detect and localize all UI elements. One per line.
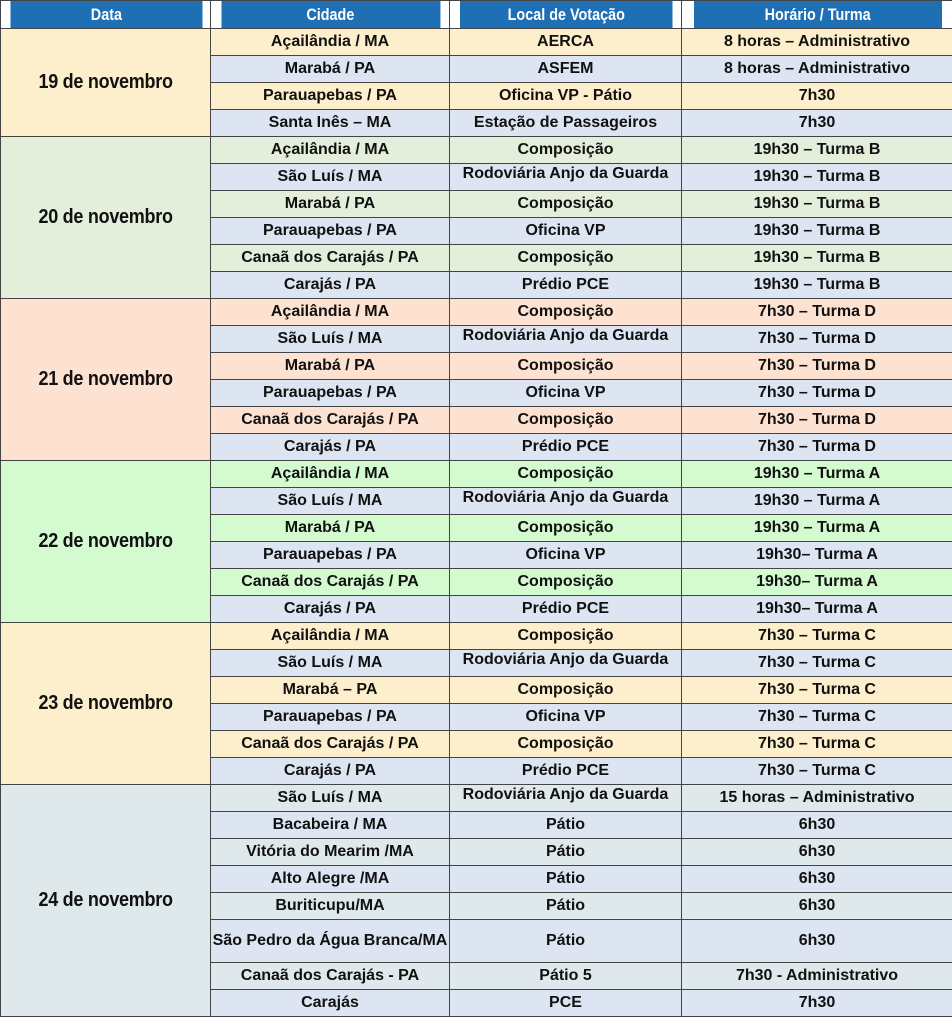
horario-text: 19h30 – Turma B	[753, 141, 881, 158]
local-cell	[450, 110, 682, 137]
horario-cell	[682, 488, 952, 515]
horario-text: 6h30	[798, 897, 836, 914]
local-text: Rodoviária Anjo da Guarda	[462, 489, 669, 506]
cidade-cell	[211, 29, 450, 56]
local-text: Composição	[517, 627, 614, 644]
horario-text: 7h30 – Turma C	[758, 735, 876, 752]
cidade-text: Alto Alegre /MA	[270, 870, 390, 887]
header-data-label: Data	[89, 4, 122, 24]
local-cell	[450, 515, 682, 542]
horario-cell	[682, 245, 952, 272]
cidade-cell	[211, 596, 450, 623]
local-cell	[450, 83, 682, 110]
cidade-cell	[211, 515, 450, 542]
cidade-text: Buriticupu/MA	[275, 897, 385, 914]
cidade-cell	[211, 866, 450, 893]
cidade-text: Carajás	[301, 994, 359, 1011]
horario-cell	[682, 137, 952, 164]
local-cell	[450, 353, 682, 380]
cidade-cell	[211, 990, 450, 1017]
cidade-cell	[211, 110, 450, 137]
cidade-text: Canaã dos Carajás / PA	[241, 411, 419, 428]
local-text: Pátio	[545, 932, 586, 949]
cidade-text: Marabá / PA	[284, 357, 376, 374]
cidade-cell	[211, 434, 450, 461]
horario-text: 7h30 – Turma C	[758, 627, 876, 644]
horario-text: 19h30 – Turma A	[753, 465, 881, 482]
local-cell	[450, 839, 682, 866]
cidade-text: Carajás / PA	[283, 438, 377, 455]
local-text: Oficina VP	[525, 708, 606, 725]
date-label: 23 de novembro	[38, 692, 173, 714]
horario-cell	[682, 758, 952, 785]
cidade-cell	[211, 704, 450, 731]
cidade-text: São Luís / MA	[277, 654, 383, 671]
local-text: Composição	[517, 249, 614, 266]
cidade-text: São Luís / MA	[277, 789, 383, 806]
local-cell	[450, 963, 682, 990]
horario-cell	[682, 110, 952, 137]
date-label: 22 de novembro	[38, 530, 173, 552]
horario-cell	[682, 990, 952, 1017]
horario-text: 19h30– Turma A	[756, 600, 878, 617]
horario-cell	[682, 839, 952, 866]
local-text: Rodoviária Anjo da Guarda	[462, 165, 669, 182]
cidade-text: Açailândia / MA	[270, 465, 390, 482]
local-cell	[450, 137, 682, 164]
local-text: PCE	[549, 994, 582, 1011]
local-text: AERCA	[537, 33, 594, 50]
date-cell	[1, 29, 211, 137]
horario-cell	[682, 191, 952, 218]
horario-text: 7h30 – Turma D	[758, 303, 876, 320]
horario-text: 19h30 – Turma B	[753, 276, 881, 293]
cidade-cell	[211, 56, 450, 83]
date-label: 21 de novembro	[38, 368, 173, 390]
local-cell	[450, 56, 682, 83]
local-cell	[450, 380, 682, 407]
local-text: Composição	[517, 141, 614, 158]
horario-cell	[682, 164, 952, 191]
horario-cell	[682, 893, 952, 920]
date-cell	[1, 299, 211, 461]
cidade-cell	[211, 731, 450, 758]
horario-cell	[682, 920, 952, 963]
horario-cell	[682, 866, 952, 893]
horario-cell	[682, 218, 952, 245]
header-horario-label: Horário / Turma	[763, 4, 871, 24]
horario-text: 7h30 – Turma C	[758, 654, 876, 671]
cidade-text: Açailândia / MA	[270, 33, 390, 50]
horario-cell	[682, 963, 952, 990]
local-cell	[450, 542, 682, 569]
date-label: 24 de novembro	[38, 889, 173, 911]
local-cell	[450, 299, 682, 326]
horario-cell	[682, 650, 952, 677]
horario-cell	[682, 704, 952, 731]
cidade-cell	[211, 299, 450, 326]
cidade-text: Parauapebas / PA	[263, 87, 397, 104]
local-text: Pátio	[545, 870, 586, 887]
local-cell	[450, 596, 682, 623]
horario-text: 19h30 – Turma B	[753, 222, 881, 239]
cidade-cell	[211, 758, 450, 785]
cidade-text: Carajás / PA	[283, 762, 377, 779]
date-label: 19 de novembro	[38, 71, 173, 93]
local-text: Pátio 5	[539, 967, 592, 984]
header-cidade-label: Cidade	[306, 4, 354, 24]
horario-text: 19h30– Turma A	[756, 573, 878, 590]
horario-text: 7h30 – Turma C	[758, 708, 876, 725]
cidade-cell	[211, 353, 450, 380]
horario-text: 7h30 – Turma C	[758, 681, 876, 698]
local-cell	[450, 218, 682, 245]
cidade-text: Carajás / PA	[283, 276, 377, 293]
local-cell	[450, 704, 682, 731]
horario-text: 6h30	[798, 843, 836, 860]
local-cell	[450, 569, 682, 596]
local-text: Pátio	[545, 843, 586, 860]
local-cell	[450, 785, 682, 812]
local-cell	[450, 191, 682, 218]
horario-cell	[682, 623, 952, 650]
horario-text: 15 horas – Administrativo	[719, 789, 915, 806]
header-data	[9, 1, 202, 29]
horario-text: 7h30	[798, 87, 836, 104]
local-text: ASFEM	[537, 60, 594, 77]
local-cell	[450, 164, 682, 191]
table-row	[1, 623, 952, 650]
local-text: Prédio PCE	[521, 438, 610, 455]
cidade-cell	[211, 542, 450, 569]
local-cell	[450, 677, 682, 704]
table-row	[1, 461, 952, 488]
local-cell	[450, 990, 682, 1017]
cidade-text: São Luís / MA	[277, 330, 383, 347]
cidade-text: São Luís / MA	[277, 492, 383, 509]
cidade-cell	[211, 963, 450, 990]
cidade-cell	[211, 920, 450, 963]
local-text: Composição	[517, 735, 614, 752]
cidade-cell	[211, 245, 450, 272]
cidade-cell	[211, 380, 450, 407]
cidade-cell	[211, 569, 450, 596]
horario-text: 19h30 – Turma B	[753, 249, 881, 266]
local-text: Oficina VP	[525, 384, 606, 401]
cidade-text: Parauapebas / PA	[263, 708, 397, 725]
cidade-cell	[211, 623, 450, 650]
header-horario	[692, 1, 941, 29]
cidade-cell	[211, 650, 450, 677]
horario-text: 19h30 – Turma A	[753, 519, 881, 536]
cidade-text: Açailândia / MA	[270, 627, 390, 644]
horario-text: 7h30 – Turma D	[758, 357, 876, 374]
cidade-cell	[211, 83, 450, 110]
cidade-text: Canaã dos Carajás / PA	[241, 573, 419, 590]
horario-cell	[682, 407, 952, 434]
header-row	[1, 1, 952, 29]
date-label: 20 de novembro	[38, 206, 173, 228]
horario-text: 7h30 – Turma D	[758, 438, 876, 455]
horario-text: 7h30 – Turma D	[758, 330, 876, 347]
header-cidade	[220, 1, 440, 29]
local-text: Composição	[517, 411, 614, 428]
cidade-cell	[211, 488, 450, 515]
cidade-text: Canaã dos Carajás - PA	[240, 967, 420, 984]
horario-text: 19h30 – Turma B	[753, 168, 881, 185]
horario-cell	[682, 29, 952, 56]
local-text: Composição	[517, 303, 614, 320]
local-cell	[450, 812, 682, 839]
cidade-cell	[211, 272, 450, 299]
local-cell	[450, 29, 682, 56]
cidade-text: Parauapebas / PA	[263, 384, 397, 401]
horario-cell	[682, 434, 952, 461]
horario-cell	[682, 569, 952, 596]
local-text: Composição	[517, 573, 614, 590]
cidade-text: Marabá / PA	[284, 519, 376, 536]
date-cell	[1, 785, 211, 1017]
horario-text: 19h30– Turma A	[756, 546, 878, 563]
date-cell	[1, 623, 211, 785]
date-cell	[1, 461, 211, 623]
local-text: Composição	[517, 681, 614, 698]
cidade-text: Marabá / PA	[284, 60, 376, 77]
horario-cell	[682, 785, 952, 812]
horario-text: 19h30 – Turma B	[753, 195, 881, 212]
horario-text: 7h30 - Administrativo	[735, 967, 899, 984]
horario-cell	[682, 461, 952, 488]
local-text: Oficina VP - Pátio	[498, 87, 633, 104]
horario-text: 7h30 – Turma D	[758, 411, 876, 428]
date-cell	[1, 137, 211, 299]
local-text: Rodoviária Anjo da Guarda	[462, 327, 669, 344]
cidade-cell	[211, 191, 450, 218]
local-cell	[450, 866, 682, 893]
header-local	[459, 1, 672, 29]
horario-cell	[682, 299, 952, 326]
horario-text: 7h30 – Turma D	[758, 384, 876, 401]
local-cell	[450, 326, 682, 353]
horario-cell	[682, 677, 952, 704]
horario-cell	[682, 812, 952, 839]
horario-text: 7h30 – Turma C	[758, 762, 876, 779]
local-cell	[450, 893, 682, 920]
horario-cell	[682, 326, 952, 353]
horario-text: 7h30	[798, 994, 836, 1011]
table-row	[1, 29, 952, 56]
cidade-cell	[211, 137, 450, 164]
cidade-cell	[211, 893, 450, 920]
table-row	[1, 785, 952, 812]
horario-cell	[682, 353, 952, 380]
cidade-cell	[211, 677, 450, 704]
horario-text: 7h30	[798, 114, 836, 131]
horario-cell	[682, 272, 952, 299]
horario-cell	[682, 731, 952, 758]
table-row	[1, 299, 952, 326]
cidade-cell	[211, 812, 450, 839]
local-cell	[450, 272, 682, 299]
cidade-text: Carajás / PA	[283, 600, 377, 617]
cidade-cell	[211, 218, 450, 245]
horario-cell	[682, 56, 952, 83]
local-cell	[450, 920, 682, 963]
cidade-cell	[211, 785, 450, 812]
cidade-text: Parauapebas / PA	[263, 222, 397, 239]
horario-cell	[682, 596, 952, 623]
horario-text: 8 horas – Administrativo	[723, 33, 911, 50]
schedule-body	[1, 29, 952, 1017]
local-text: Composição	[517, 195, 614, 212]
local-cell	[450, 245, 682, 272]
cidade-text: Bacabeira / MA	[272, 816, 388, 833]
horario-text: 6h30	[798, 870, 836, 887]
local-cell	[450, 650, 682, 677]
local-cell	[450, 623, 682, 650]
horario-text: 19h30 – Turma A	[753, 492, 881, 509]
local-text: Pátio	[545, 816, 586, 833]
local-text: Composição	[517, 519, 614, 536]
local-cell	[450, 731, 682, 758]
local-text: Prédio PCE	[521, 762, 610, 779]
cidade-text: Canaã dos Carajás / PA	[241, 249, 419, 266]
local-cell	[450, 434, 682, 461]
cidade-cell	[211, 839, 450, 866]
local-text: Prédio PCE	[521, 276, 610, 293]
horario-cell	[682, 515, 952, 542]
local-text: Rodoviária Anjo da Guarda	[462, 786, 669, 803]
horario-cell	[682, 542, 952, 569]
local-cell	[450, 758, 682, 785]
local-text: Composição	[517, 357, 614, 374]
local-text: Rodoviária Anjo da Guarda	[462, 651, 669, 668]
local-cell	[450, 488, 682, 515]
cidade-text: São Pedro da Água Branca/MA	[212, 932, 448, 949]
cidade-text: Açailândia / MA	[270, 141, 390, 158]
local-text: Composição	[517, 465, 614, 482]
horario-cell	[682, 83, 952, 110]
local-text: Pátio	[545, 897, 586, 914]
cidade-text: Santa Inês – MA	[268, 114, 392, 131]
horario-cell	[682, 380, 952, 407]
local-cell	[450, 461, 682, 488]
cidade-cell	[211, 326, 450, 353]
cidade-text: Marabá – PA	[282, 681, 378, 698]
cidade-text: Vitória do Mearim /MA	[246, 843, 414, 860]
local-text: Estação de Passageiros	[473, 114, 658, 131]
cidade-text: Canaã dos Carajás / PA	[241, 735, 419, 752]
header-local-label: Local de Votação	[506, 4, 625, 24]
table-row	[1, 137, 952, 164]
cidade-cell	[211, 164, 450, 191]
cidade-text: Açailândia / MA	[270, 303, 390, 320]
cidade-text: Parauapebas / PA	[263, 546, 397, 563]
horario-text: 8 horas – Administrativo	[723, 60, 911, 77]
cidade-cell	[211, 407, 450, 434]
local-cell	[450, 407, 682, 434]
cidade-text: São Luís / MA	[277, 168, 383, 185]
cidade-text: Marabá / PA	[284, 195, 376, 212]
local-text: Prédio PCE	[521, 600, 610, 617]
horario-text: 6h30	[798, 816, 836, 833]
cidade-cell	[211, 461, 450, 488]
local-text: Oficina VP	[525, 546, 606, 563]
local-text: Oficina VP	[525, 222, 606, 239]
horario-text: 6h30	[798, 932, 836, 949]
